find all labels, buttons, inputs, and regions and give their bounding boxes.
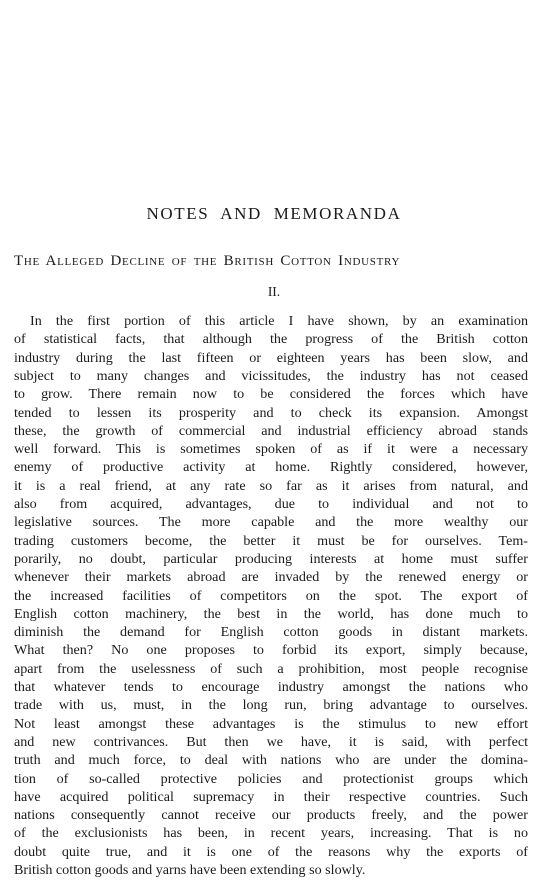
body-line: well forward. This is sometimes spoken of as if it were a necessary bbox=[14, 441, 528, 458]
section-heading: NOTES AND MEMORANDA bbox=[146, 204, 402, 223]
body-line: doubt quite true, and it is one of the reasons why the exports of bbox=[14, 843, 528, 860]
body-line: English cotton machinery, the best in the world, has done much to bbox=[14, 605, 528, 622]
body-line: diminish the demand for English cotton goods in distant markets. bbox=[14, 624, 528, 641]
body-line: the increased facilities of competitors on the spot. The export of bbox=[14, 587, 528, 604]
body-line: of statistical facts, that although the progress of the British cotton bbox=[14, 331, 528, 348]
body-line: porarily, no doubt, particular producing interests at home must suffer bbox=[14, 550, 528, 567]
body-line: industry during the last fifteen or eighteen years has been slow, and bbox=[14, 349, 528, 366]
body-line: also from acquired, advantages, due to individual and not to bbox=[14, 496, 528, 512]
body-line: have acquired political supremacy in their respective countries. Such bbox=[14, 788, 528, 805]
body-line: truth and much force, to deal with nations who are under the domina- bbox=[14, 752, 528, 769]
body-line: tended to lessen its prosperity and to check its expansion. Amongst bbox=[14, 404, 528, 421]
body-line: subject to many changes and vicissitudes, the industry has not ceased bbox=[14, 367, 528, 384]
body-line: enemy of productive activity at home. Rightly considered, however, bbox=[14, 459, 528, 476]
body-line: In the first portion of this article I have shown, by an examination bbox=[30, 313, 528, 329]
body-line: and new contrivances. But then we have, it is said, with perfect bbox=[14, 733, 528, 750]
body-line: apart from the uselessness of such a prohibition, most people recognise bbox=[14, 660, 528, 677]
body-line: trading customers become, the better it must be for ourselves. Tem- bbox=[14, 532, 528, 549]
body-line: to grow. There remain now to be considered the forces which have bbox=[14, 386, 528, 403]
body-line: whenever their markets abroad are invaded by the renewed energy or bbox=[14, 569, 528, 586]
body-line: British cotton goods and yarns have been extending so slowly. bbox=[14, 862, 366, 878]
body-line: trade with us, must, in the long run, bring advantage to ourselves. bbox=[14, 697, 528, 714]
part-number: II. bbox=[267, 284, 281, 299]
body-line: it is a real friend, at any rate so far as it arises from natural, and bbox=[14, 477, 528, 494]
body-line: Not least amongst these advantages is the stimulus to new effort bbox=[14, 715, 528, 732]
body-line: What then? No one proposes to forbid its export, simply because, bbox=[14, 642, 528, 659]
body-line: nations consequently cannot receive our products freely, and the power bbox=[14, 807, 528, 824]
body-line: tion of so-called protective policies and protectionist groups which bbox=[14, 770, 528, 787]
body-line: that whatever tends to encourage industry amongst the nations who bbox=[14, 679, 528, 695]
body-line: of the exclusionists has been, in recent years, increasing. That is no bbox=[14, 825, 528, 842]
body-line: legislative sources. The more capable and the more wealthy our bbox=[14, 514, 528, 531]
body-line: these, the growth of commercial and industrial efficiency abroad stands bbox=[14, 422, 528, 439]
article-title: The Alleged Decline of the British Cotton Industry bbox=[14, 253, 401, 269]
